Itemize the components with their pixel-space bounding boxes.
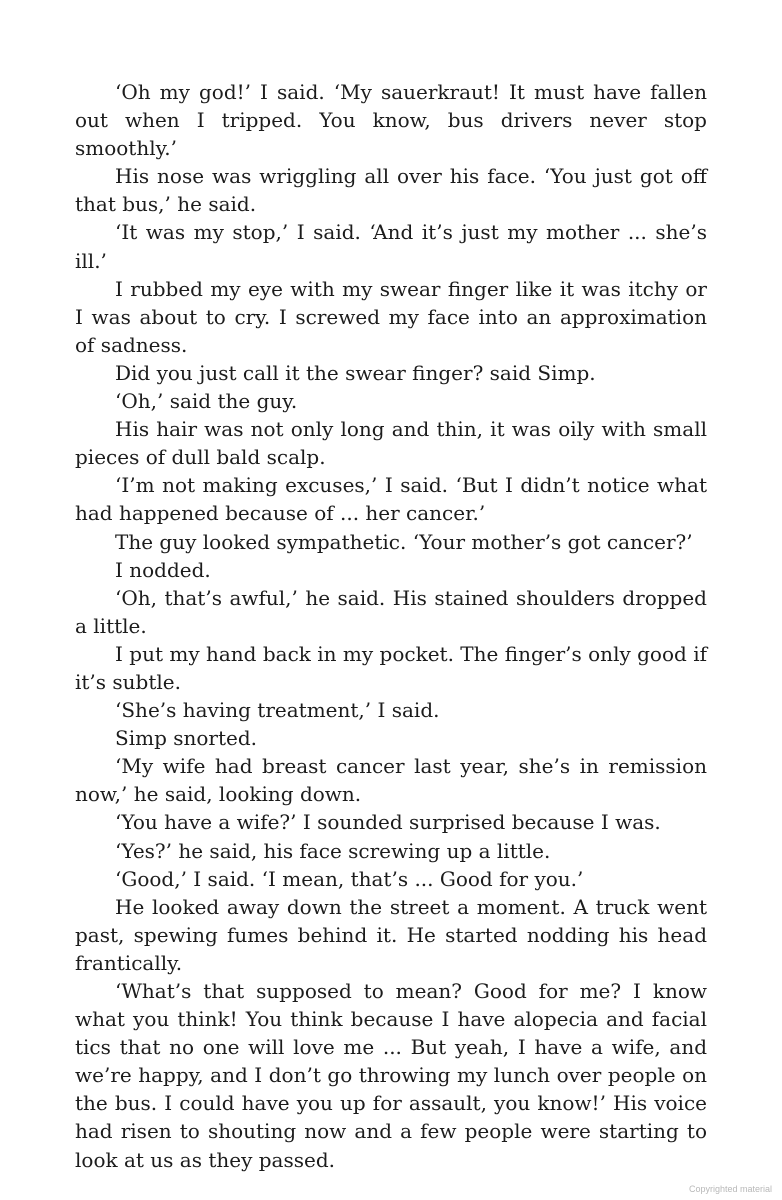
paragraph: I nodded.: [115, 557, 211, 582]
paragraph: He looked away down the street a moment. A truck went past, spewing fumes behind it. He started nodding his head frantically.: [75, 894, 707, 975]
paragraph: ‘My wife had breast cancer last year, she’s in remission now,’ he said, looking down.: [75, 754, 707, 807]
copyright-watermark: Copyrighted material: [688, 1184, 772, 1194]
paragraph: The guy looked sympathetic. ‘Your mother’s got cancer?’: [115, 529, 693, 554]
paragraph: Did you just call it the swear finger? said Simp.: [115, 360, 596, 385]
paragraph: ‘Good,’ I said. ‘I mean, that’s ... Good for you.’: [115, 866, 584, 891]
paragraph: ‘I’m not making excuses,’ I said. ‘But I didn’t notice what had happened because of ... her cancer.’: [75, 473, 707, 526]
paragraph: ‘What’s that supposed to mean? Good for me? I know what you think! You think because I have alopecia and facial tics that no one will love me ... But yeah, I have a wife, and we’re happy, and I don’t go throwing my lunch over people on the bus. I could have you up for assault, you know!’ His voice had risen to shouting now and a few people were starting to look at us as they passed.: [75, 979, 707, 1172]
paragraph: ‘Oh my god!’ I said. ‘My sauerkraut! It must have fallen out when I tripped. You know, bus drivers never stop smoothly.’: [75, 80, 707, 161]
paragraph: ‘She’s having treatment,’ I said.: [115, 698, 440, 723]
page-body: [75, 78, 707, 1174]
paragraph: Simp snorted.: [115, 726, 258, 751]
paragraph: I rubbed my eye with my swear finger like it was itchy or I was about to cry. I screwed my face into an approximation of sadness.: [75, 276, 707, 357]
paragraph: ‘Oh,’ said the guy.: [115, 389, 298, 414]
paragraph: His nose was wriggling all over his face. ‘You just got off that bus,’ he said.: [75, 164, 707, 217]
paragraph: ‘Yes?’ he said, his face screwing up a little.: [115, 838, 551, 863]
paragraph: ‘Oh, that’s awful,’ he said. His stained shoulders dropped a little.: [75, 585, 707, 638]
paragraph: ‘You have a wife?’ I sounded surprised because I was.: [115, 810, 661, 835]
paragraph: ‘It was my stop,’ I said. ‘And it’s just my mother ... she’s ill.’: [75, 220, 707, 273]
paragraph: I put my hand back in my pocket. The finger’s only good if it’s subtle.: [75, 641, 707, 694]
paragraph: His hair was not only long and thin, it was oily with small pieces of dull bald scalp.: [75, 417, 707, 470]
